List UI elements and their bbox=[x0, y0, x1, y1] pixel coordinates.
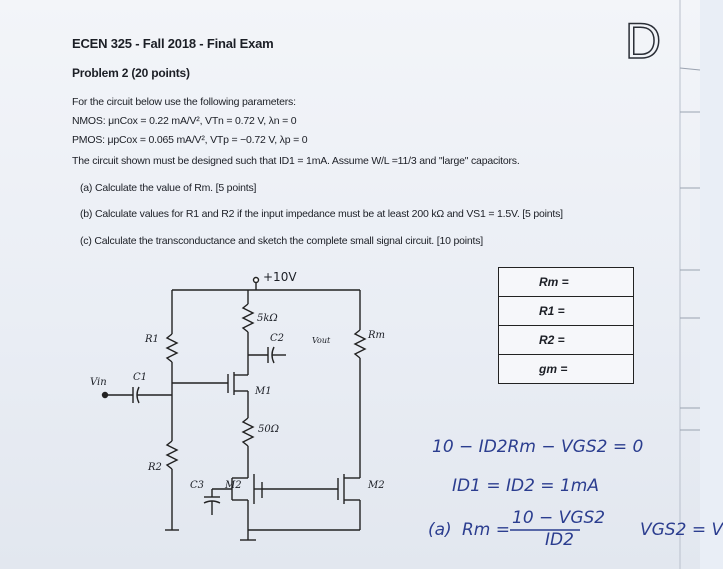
handwritten-numerator: 10 − VGS2 bbox=[512, 508, 606, 528]
design-constraint: The circuit shown must be designed such that ID1 = 1mA. Assume W/L =11/3 and "large" capacitors. bbox=[72, 155, 520, 167]
version-badge: D bbox=[624, 13, 662, 69]
vout-label: Vout bbox=[312, 336, 331, 345]
answer-rm[interactable]: Rm = bbox=[499, 268, 633, 297]
handwritten-rm-label: Rm = bbox=[462, 520, 511, 540]
c1-label: C1 bbox=[133, 372, 148, 383]
rm-label: Rm bbox=[368, 330, 386, 341]
handwritten-current: ID1 = ID2 = 1mA bbox=[452, 476, 599, 496]
answer-r2[interactable]: R2 = bbox=[499, 326, 633, 355]
answer-r1[interactable]: R1 = bbox=[499, 297, 633, 326]
r1-label: R1 bbox=[145, 334, 159, 345]
nmos-parameters: NMOS: μnCox = 0.22 mA/V², VTn = 0.72 V, λn = 0 bbox=[72, 115, 297, 127]
handwritten-side-note: VGS2 = V bbox=[640, 520, 723, 540]
handwritten-kvl: 10 − ID2Rm − VGS2 = 0 bbox=[432, 437, 644, 457]
resistor-5k-label: 5kΩ bbox=[257, 313, 278, 324]
problem-intro: For the circuit below use the following parameters: bbox=[72, 96, 296, 108]
problem-heading: Problem 2 (20 points) bbox=[72, 66, 190, 80]
exam-title: ECEN 325 - Fall 2018 - Final Exam bbox=[72, 36, 274, 51]
resistor-50-label: 50Ω bbox=[258, 424, 280, 435]
supply-label: +10V bbox=[263, 270, 297, 284]
m1-label: M1 bbox=[255, 386, 272, 397]
pmos-parameters: PMOS: μpCox = 0.065 mA/V², VTp = −0.72 V, λp = 0 bbox=[72, 134, 308, 146]
vin-label: Vin bbox=[90, 377, 107, 388]
c2-label: C2 bbox=[270, 333, 285, 344]
c3-label: C3 bbox=[190, 480, 205, 491]
handwritten-part-label: (a) bbox=[428, 520, 452, 540]
part-b: (b) Calculate values for R1 and R2 if the input impedance must be at least 200 kΩ and VS1 = 1.5V. [5 points] bbox=[80, 208, 563, 220]
answer-gm[interactable]: gm = bbox=[539, 362, 568, 376]
m2-right-label: M2 bbox=[368, 480, 385, 491]
part-c: (c) Calculate the transconductance and sketch the complete small signal circuit. [10 points] bbox=[80, 235, 483, 247]
m2-left-label: M2 bbox=[225, 480, 242, 491]
handwritten-denominator: ID2 bbox=[545, 530, 574, 550]
answer-box bbox=[498, 267, 634, 384]
part-a: (a) Calculate the value of Rm. [5 points] bbox=[80, 182, 257, 194]
r2-label: R2 bbox=[148, 462, 162, 473]
